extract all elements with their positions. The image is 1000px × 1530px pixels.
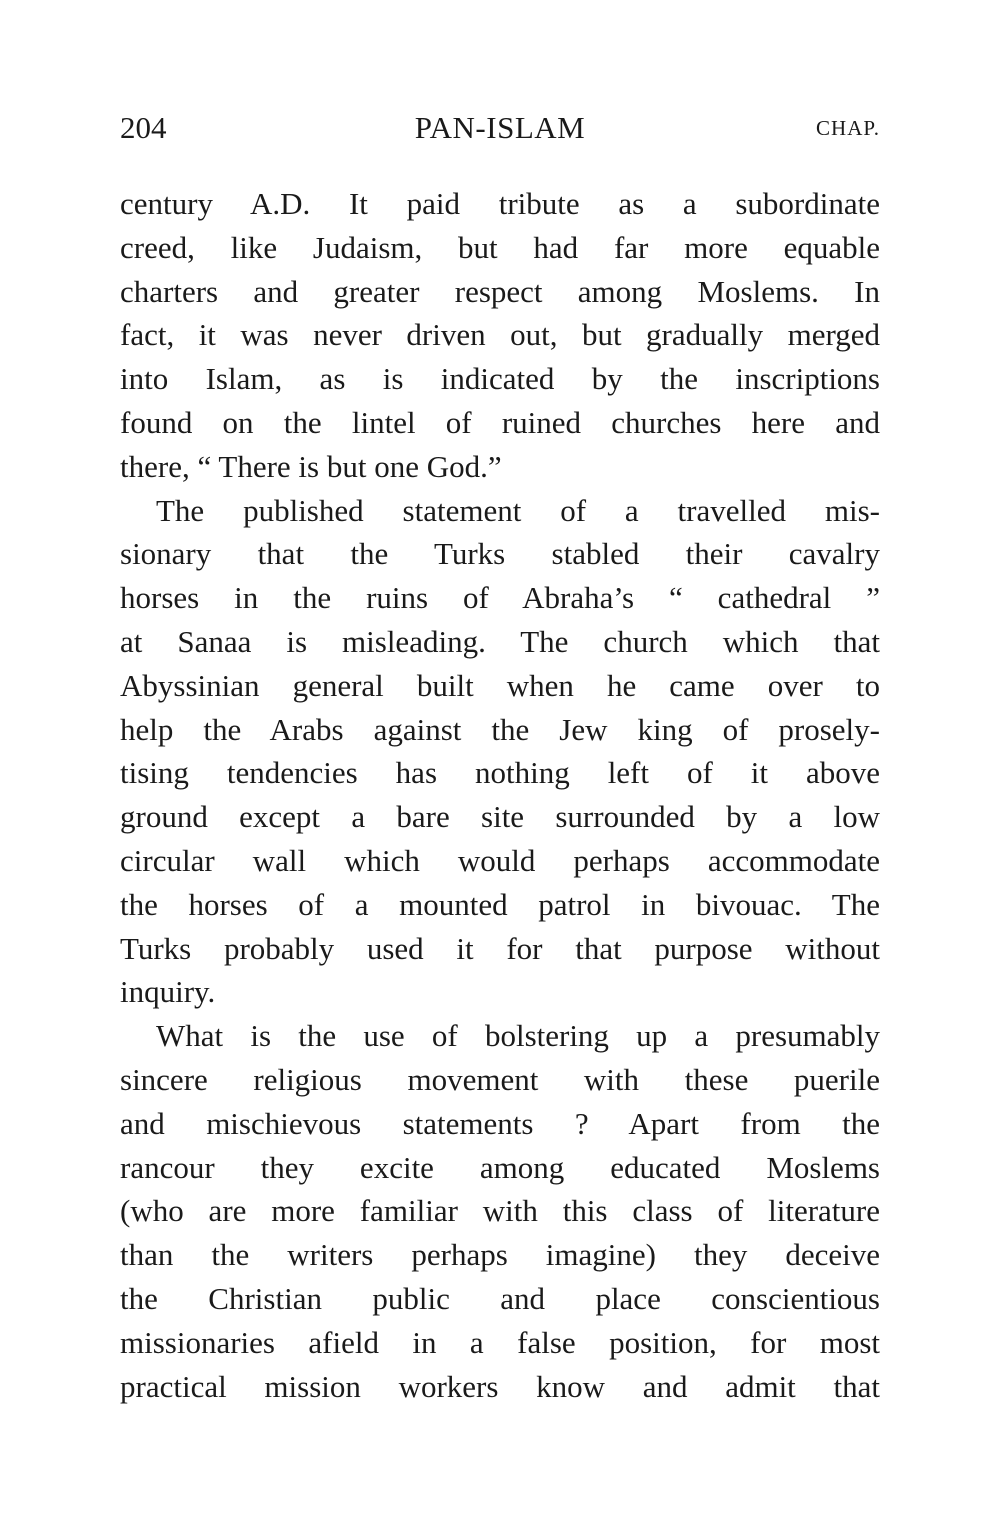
text-line: century A.D. It paid tribute as a subordinate: [120, 186, 880, 221]
text-line: fact, it was never driven out, but gradually merged: [120, 317, 880, 353]
text-line: inquiry.: [120, 974, 216, 1010]
text-line: found on the lintel of ruined churches here and: [120, 404, 880, 440]
text-line: help the Arabs against the Jew king of prosely-: [120, 711, 880, 747]
text-line: ground except a bare site surrounded by a low: [120, 799, 880, 835]
text-line: charters and greater respect among Moslems. In: [120, 273, 880, 309]
text-line: tising tendencies has nothing left of it above: [120, 755, 880, 791]
text-line: the horses of a mounted patrol in bivouac. The: [120, 886, 880, 922]
text-line: Abyssinian general built when he came over to: [120, 667, 880, 703]
text-line: sincere religious movement with these puerile: [120, 1061, 880, 1097]
text-line: What is the use of bolstering up a presumably: [156, 1018, 880, 1054]
body-text: [120, 182, 880, 1408]
page-header: [120, 110, 880, 150]
text-line: creed, like Judaism, but had far more equable: [120, 229, 880, 265]
text-line: and mischievous statements ? Apart from the: [120, 1105, 880, 1141]
text-line: at Sanaa is misleading. The church which that: [120, 623, 880, 659]
text-line: The published statement of a travelled mis-: [156, 492, 880, 528]
text-line: Turks probably used it for that purpose without: [120, 930, 880, 966]
text-line: there, “ There is but one God.”: [120, 448, 502, 484]
text-line: sionary that the Turks stabled their cavalry: [120, 536, 880, 572]
text-line: practical mission workers know and admit that: [120, 1368, 880, 1404]
chapter-label: CHAP.: [816, 116, 880, 140]
text-line: (who are more familiar with this class of literature: [120, 1193, 880, 1229]
text-line: missionaries afield in a false position, for most: [120, 1324, 880, 1360]
text-line: rancour they excite among educated Moslems: [120, 1149, 880, 1185]
text-line: than the writers perhaps imagine) they deceive: [120, 1237, 880, 1273]
text-line: into Islam, as is indicated by the inscriptions: [120, 361, 880, 397]
text-line: horses in the ruins of Abraha’s “ cathedral ”: [120, 580, 880, 616]
text-line: circular wall which would perhaps accommodate: [120, 842, 880, 878]
page-number: 204: [120, 110, 167, 145]
text-line: the Christian public and place conscientious: [120, 1280, 880, 1316]
running-title: PAN-ISLAM: [414, 110, 586, 145]
